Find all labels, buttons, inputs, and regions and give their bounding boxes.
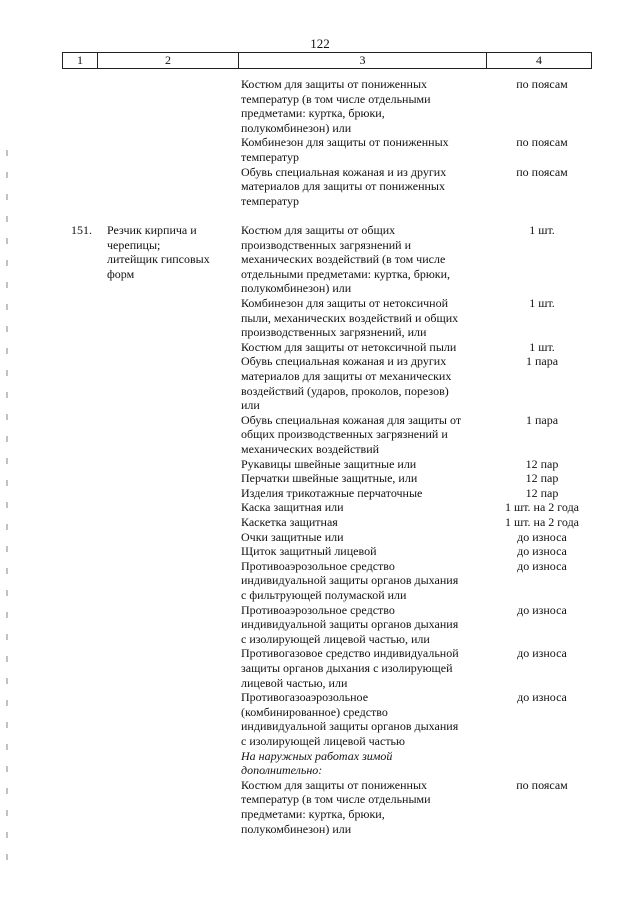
continuation-item-0-qty xyxy=(492,77,592,92)
entry-item-10-qty-line: до износа xyxy=(517,529,567,544)
continuation-item-2-name-line: Обувь специальная кожаная и из других xyxy=(241,164,447,179)
entry-item-13-name-line: индивидуальной защиты органов дыхания xyxy=(241,617,459,632)
entry-item-7-name-line: Изделия трикотажные перчаточные xyxy=(241,485,423,500)
entry-item-5-qty xyxy=(492,457,592,472)
entry-item-7-qty xyxy=(492,486,592,501)
entry-item-0-name-line: отдельными предметами: куртка, брюки, xyxy=(241,266,451,281)
winter-item-0-name-line: Костюм для защиты от пониженных xyxy=(241,777,428,792)
entry-item-14-qty-line: до износа xyxy=(517,646,567,661)
entry-item-3-name-line: воздействий (ударов, проколов, порезов) xyxy=(241,383,449,398)
entry-item-11-qty xyxy=(492,544,592,559)
entry-item-15-qty-line: до износа xyxy=(517,690,567,705)
entry-item-10-name xyxy=(241,530,486,545)
entry-item-12-qty xyxy=(492,559,592,574)
entry-item-9-name xyxy=(241,515,486,530)
entry-item-10-qty xyxy=(492,530,592,545)
entry-item-4-qty xyxy=(492,413,592,428)
header-col-1: 1 xyxy=(63,53,98,68)
entry-profession-line: литейщик гипсовых xyxy=(107,252,210,267)
continuation-item-2-name-line: температур xyxy=(241,193,300,208)
continuation-item-0-name-line: температур (в том числе отдельными xyxy=(241,91,431,106)
entry-profession-line: форм xyxy=(107,266,135,281)
entry-item-3-name-line: материалов для защиты от механических xyxy=(241,368,452,383)
entry-profession-line: черепицы; xyxy=(107,237,161,252)
entry-item-14-name xyxy=(241,646,486,690)
entry-item-1-name-line: пыли, механических воздействий и общих xyxy=(241,310,459,325)
continuation-item-0-qty-line: по поясам xyxy=(516,77,568,91)
entry-item-13-name-line: Противоаэрозольное средство xyxy=(241,602,395,617)
header-col-2: 2 xyxy=(98,53,239,68)
entry-item-12-name xyxy=(241,559,486,603)
entry-item-11-name xyxy=(241,544,486,559)
entry-item-8-name xyxy=(241,500,486,515)
entry-item-14-qty xyxy=(492,646,592,661)
entry-item-12-name-line: Противоаэрозольное средство xyxy=(241,558,395,573)
entry-item-15-name-line: индивидуальной защиты органов дыхания xyxy=(241,719,459,734)
entry-item-13-name xyxy=(241,603,486,647)
entry-item-9-qty-line: 1 шт. на 2 года xyxy=(504,515,580,529)
entry-item-13-name-line: с изолирующей лицевой частью, или xyxy=(241,631,430,646)
winter-item-0-qty xyxy=(492,778,592,793)
entry-item-0-name-line: Костюм для защиты от общих xyxy=(241,223,396,237)
entry-item-8-name-line: Каска защитная или xyxy=(241,500,344,515)
entry-profession xyxy=(107,223,210,281)
entry-item-1-qty-line: 1 шт. xyxy=(529,296,555,310)
entry-item-14-name-line: Противогазовое средство индивидуальной xyxy=(241,646,459,661)
entry-item-0-name xyxy=(241,223,486,296)
entry-item-7-qty-line: 12 пар xyxy=(525,485,559,500)
header-col-3: 3 xyxy=(239,53,487,68)
continuation-item-1-qty xyxy=(492,135,592,150)
continuation-item-2-name xyxy=(241,165,486,209)
continuation-item-0-name-line: полукомбинезон) или xyxy=(241,120,352,135)
entry-item-4-name xyxy=(241,413,486,457)
continuation-item-1-name xyxy=(241,135,486,164)
entry-item-3-name-line: или xyxy=(241,398,260,413)
entry-item-4-qty-line: 1 пара xyxy=(525,412,559,427)
entry-item-6-name xyxy=(241,471,486,486)
entry-item-5-qty-line: 12 пар xyxy=(525,456,559,471)
winter-item-0-qty-line: по поясам xyxy=(516,777,568,792)
entry-item-15-name xyxy=(241,690,486,748)
entry-item-12-name-line: с фильтрующей полумаской или xyxy=(241,587,407,602)
entry-item-1-name-line: производственных загрязнений, или xyxy=(241,325,427,340)
entry-number xyxy=(71,223,92,238)
continuation-item-1-name-line: температур xyxy=(241,149,300,164)
continuation-item-2-qty xyxy=(492,165,592,180)
entry-item-15-qty xyxy=(492,690,592,705)
winter-note-line: На наружных работах зимой xyxy=(241,748,393,763)
entry-item-13-qty xyxy=(492,603,592,618)
continuation-item-0-name-line: Костюм для защиты от пониженных xyxy=(241,77,428,91)
entry-item-2-qty xyxy=(492,340,592,355)
entry-item-13-qty-line: до износа xyxy=(517,602,567,617)
entry-item-11-name-line: Щиток защитный лицевой xyxy=(241,544,377,559)
entry-item-3-qty xyxy=(492,354,592,369)
entry-item-3-name xyxy=(241,354,486,412)
entry-item-8-qty-line: 1 шт. на 2 года xyxy=(504,500,580,515)
entry-number-line: 151. xyxy=(71,223,92,237)
entry-item-0-name-line: производственных загрязнений и xyxy=(241,237,412,252)
table-header-row xyxy=(62,52,592,69)
winter-item-0-name-line: температур (в том числе отдельными xyxy=(241,792,431,807)
entry-item-8-qty xyxy=(492,500,592,515)
entry-item-9-name-line: Каскетка защитная xyxy=(241,515,338,529)
entry-item-15-name-line: (комбинированное) средство xyxy=(241,704,388,719)
entry-item-3-name-line: Обувь специальная кожаная и из других xyxy=(241,354,447,369)
entry-profession-line: Резчик кирпича и xyxy=(107,223,197,237)
entry-item-0-qty-line: 1 шт. xyxy=(529,223,555,237)
winter-item-0-name-line: полукомбинезон) или xyxy=(241,821,352,836)
entry-item-1-qty xyxy=(492,296,592,311)
entry-item-15-name-line: с изолирующей лицевой частью xyxy=(241,733,405,748)
entry-item-2-qty-line: 1 шт. xyxy=(529,339,555,354)
entry-item-7-name xyxy=(241,486,486,501)
entry-item-12-qty-line: до износа xyxy=(517,558,567,573)
entry-item-12-name-line: индивидуальной защиты органов дыхания xyxy=(241,573,459,588)
entry-item-1-name-line: Комбинезон для защиты от нетоксичной xyxy=(241,296,449,310)
entry-item-6-qty xyxy=(492,471,592,486)
page-number: 122 xyxy=(310,36,330,51)
entry-item-3-qty-line: 1 пара xyxy=(525,354,559,369)
entry-item-15-name-line: Противогазоаэрозольное xyxy=(241,690,369,705)
header-col-4: 4 xyxy=(536,53,542,67)
continuation-item-0-name xyxy=(241,77,486,135)
entry-item-2-name xyxy=(241,340,486,355)
continuation-item-0-name-line: предметами: куртка, брюки, xyxy=(241,106,385,121)
entry-item-14-name-line: защиты органов дыхания с изолирующей xyxy=(241,660,453,675)
scan-margin-marks xyxy=(6,150,8,870)
entry-item-0-name-line: полукомбинезон) или xyxy=(241,281,352,296)
entry-item-4-name-line: Обувь специальная кожаная для защиты от xyxy=(241,412,462,427)
entry-item-6-name-line: Перчатки швейные защитные, или xyxy=(241,471,418,486)
winter-note xyxy=(241,749,486,778)
winter-note-line: дополнительно: xyxy=(241,763,323,778)
entry-item-4-name-line: общих производственных загрязнений и xyxy=(241,427,448,442)
continuation-item-1-qty-line: по поясам xyxy=(516,135,568,150)
entry-item-14-name-line: лицевой частью, или xyxy=(241,675,348,690)
winter-item-0-name-line: предметами: куртка, брюки, xyxy=(241,806,385,821)
entry-item-1-name xyxy=(241,296,486,340)
entry-item-0-name-line: механических воздействий (в том числе xyxy=(241,252,446,267)
entry-item-9-qty xyxy=(492,515,592,530)
entry-item-4-name-line: механических воздействий xyxy=(241,441,380,456)
winter-item-0-name xyxy=(241,778,486,836)
entry-item-10-name-line: Очки защитные или xyxy=(241,529,344,544)
entry-item-6-qty-line: 12 пар xyxy=(525,471,559,486)
entry-item-11-qty-line: до износа xyxy=(517,544,567,559)
entry-item-5-name xyxy=(241,457,486,472)
entry-item-2-name-line: Костюм для защиты от нетоксичной пыли xyxy=(241,339,457,354)
continuation-item-1-name-line: Комбинезон для защиты от пониженных xyxy=(241,135,449,150)
continuation-item-2-name-line: материалов для защиты от пониженных xyxy=(241,179,445,194)
entry-item-5-name-line: Рукавицы швейные защитные или xyxy=(241,456,417,471)
continuation-item-2-qty-line: по поясам xyxy=(516,164,568,179)
entry-item-0-qty xyxy=(492,223,592,238)
